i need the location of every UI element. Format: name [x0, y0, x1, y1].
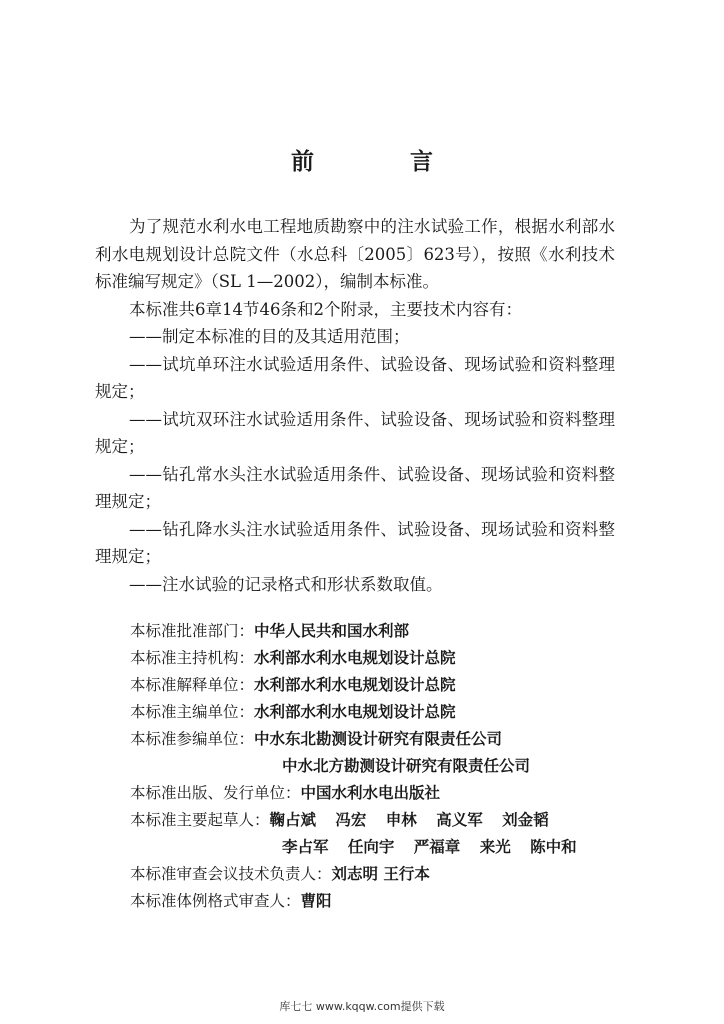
editor-label: 本标准主编单位：	[130, 703, 255, 721]
publisher-label: 本标准出版、发行单位：	[130, 784, 301, 802]
host-label: 本标准主持机构：	[130, 649, 255, 667]
publisher-value: 中国水利水电出版社	[300, 784, 441, 802]
approval-label: 本标准批准部门：	[130, 622, 255, 640]
publisher-row	[130, 780, 630, 807]
host-value: 水利部水利水电规划设计总院	[254, 649, 456, 667]
interpret-value: 水利部水利水电规划设计总院	[254, 676, 456, 694]
content-item: ——钻孔常水头注水试验适用条件、试验设备、现场试验和资料整理规定；	[95, 464, 615, 511]
participant-value-1: 中水东北勘测设计研究有限责任公司	[254, 730, 503, 748]
host-row	[130, 645, 630, 672]
editor-row	[130, 699, 630, 726]
content-item: ——注水试验的记录格式和形状系数取值。	[129, 574, 443, 594]
interpret-label: 本标准解释单位：	[130, 676, 255, 694]
editor-value: 水利部水利水电规划设计总院	[254, 703, 456, 721]
approval-value: 中华人民共和国水利部	[254, 622, 410, 640]
review-row	[130, 861, 630, 888]
interpret-row	[130, 672, 630, 699]
download-footer: 库七七 www.kqqw.com提供下载	[279, 1000, 445, 1013]
page-title: 前 言	[290, 149, 477, 175]
preface-paragraph-1: 为了规范水利水电工程地质勘察中的注水试验工作，根据水利部水利水电规划设计总院文件（水总科〔2005〕623号），按照《水利技术标准编写规定》（SL 1—2002），编制本标准。	[95, 217, 615, 291]
format-label: 本标准体例格式审查人：	[130, 892, 301, 910]
standard-info	[130, 618, 630, 915]
participant-value-2: 中水北方勘测设计研究有限责任公司	[282, 757, 531, 775]
format-value: 曹阳	[300, 892, 332, 910]
approval-row	[130, 618, 630, 645]
drafters-line-2: 李占军 任向宇 严福章 来光 陈中和	[282, 838, 577, 856]
participant-label: 本标准参编单位：	[130, 730, 255, 748]
content-item: ——试坑单环注水试验适用条件、试验设备、现场试验和资料整理规定；	[95, 354, 615, 401]
participant-row	[130, 726, 630, 753]
drafters-label: 本标准主要起草人：	[130, 811, 270, 829]
review-value: 刘志明 王行本	[331, 865, 430, 883]
content-item: ——制定本标准的目的及其适用范围；	[129, 327, 410, 346]
content-item: ——试坑双环注水试验适用条件、试验设备、现场试验和资料整理规定；	[95, 409, 615, 456]
format-row	[130, 888, 630, 915]
drafters-line-1: 鞠占斌 冯宏 申林 高义军 刘金韬	[269, 811, 549, 829]
review-label: 本标准审查会议技术负责人：	[130, 865, 332, 883]
content-item: ——钻孔降水头注水试验适用条件、试验设备、现场试验和资料整理规定；	[95, 519, 615, 566]
preface-paragraph-2: 本标准共6章14节46条和2个附录，主要技术内容有：	[129, 299, 522, 319]
preface-body	[95, 213, 615, 598]
drafters-row	[130, 807, 630, 834]
